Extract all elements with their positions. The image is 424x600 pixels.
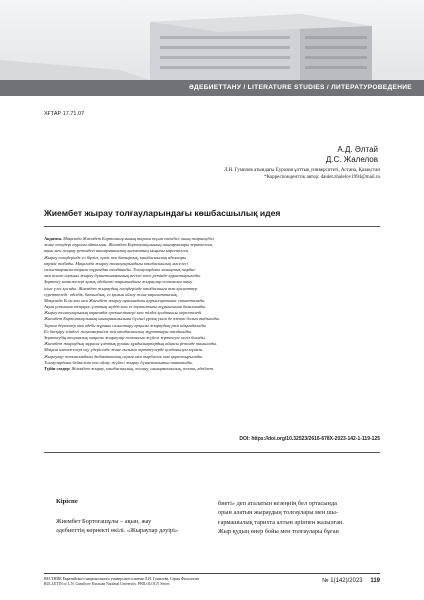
university-building-graphic bbox=[0, 0, 424, 80]
body-line: әдебиеттің көрнекті өкілі. «Жыраулар дәуірі» bbox=[56, 527, 179, 535]
abstract-line: Мақала нәтижелері оқу үдерісінде және ғылыми зерттеулерде қолданылуы мүмкін. bbox=[44, 347, 204, 353]
page-number: 119 bbox=[370, 578, 380, 584]
abstract-line: Толғаулардағы бейнелілік пен ойлау жүйесі жырау дүниетанымын танытады. bbox=[44, 359, 193, 365]
title-divider bbox=[44, 226, 380, 227]
abstract-line: Жырау толғауларының көркемдік ерекшеліктері мен тілдік қолданысы көрсетіледі. bbox=[44, 310, 203, 316]
affiliation-block bbox=[224, 167, 380, 181]
keywords-label: Түйін сөздер: bbox=[44, 365, 71, 371]
abstract-line: Аңдатпа. Мақалада Жиембет Бортоғашұлының тарихи тұлға екендігі, оның өміршеңдігі bbox=[44, 236, 214, 241]
abstract-line: көрініс табады. Мақалада жырау толғауларындағы көшбасшылық мәселесі bbox=[44, 260, 188, 266]
abstract-divider bbox=[44, 452, 380, 453]
abstract-line: суреттеледі: әділдік, батылдық, ел қамын ойлау және парасаттылық. bbox=[44, 291, 178, 297]
body-line: Жыр қудың өнер бойы мен толғаулары бұған bbox=[218, 527, 339, 535]
body-right-column bbox=[218, 499, 382, 536]
abstract-line: ісіне үлес қосады. Жиембет жыраудың өлеңдерінде көшбасшыға тән қасиеттер bbox=[44, 285, 198, 291]
intro-heading: Кіріспе bbox=[56, 498, 78, 505]
keywords-text: Жиембет жырау, көшбасшылық, толғау, шығармашылық, поэзия, әдебиет. bbox=[71, 365, 215, 371]
abstract-line: Жиембет Бортоғашұлының шығармашылығы бүгінгі ұрпақ үшін де өзекті болып табылады. bbox=[44, 316, 220, 322]
body-line: орын алатын жыраудың толғаулары мен шы- bbox=[218, 509, 338, 517]
abstract-line: және өлеңдері туралы айтылған. Жиембет Бортоғашұлының шығармалары зерттелген, bbox=[44, 242, 214, 248]
journal-line: BULLETIN of L.N. Gumilyov Eurasian National University. PHILOLOGY Series bbox=[44, 582, 170, 587]
doi-link[interactable]: DOI: https://doi.org/10.32523/2616-678X-2023-142-1-119-125 bbox=[239, 436, 380, 442]
journal-line: ВЕСТНИК Евразийского национального университета имени Л.Н. Гумилева. Серия Филология bbox=[44, 577, 199, 581]
abstract-line: Тарихи деректер мен әдеби мұраны салыстыру арқылы жыраудың рөлі айқындалады. bbox=[44, 322, 207, 328]
abstract-line: мен өсиет сарыны жырау дүниетанымының негізгі өзегі ретінде қарастырылады. bbox=[44, 273, 201, 279]
body-line: ғармашылық тарихта алтын әріппен жазылған. bbox=[218, 518, 345, 526]
journal-info bbox=[44, 577, 304, 587]
rubric-label: ӘДЕБИЕТТАНУ / LITERATURE STUDIES / ЛИТЕРАТУРОВЕДЕНИЕ bbox=[188, 84, 412, 91]
irstp-code: ХҒТАР 17.71.07 bbox=[44, 111, 85, 117]
rubric-bar bbox=[0, 80, 424, 96]
body-line: биеті» деп аталатын кезеңнің бел ортасында bbox=[218, 500, 337, 507]
author-name: А.Д. Әлтай bbox=[337, 145, 378, 154]
corresponding-author[interactable]: *Корреспонденттік автор: daulet.zhalelov1994@mail.ru bbox=[264, 175, 380, 180]
abstract-line: ақын мен жырау ретіндегі шығармашылық қызметінің маңызы көрсетілген. bbox=[44, 248, 190, 254]
page-footer bbox=[322, 578, 380, 584]
author-list bbox=[326, 145, 378, 164]
abstract-line: Жырау өлеңдерінде ел бірлігі, ерлік пен батырлық, көшбасшылық идеялары bbox=[44, 254, 186, 260]
header-band bbox=[0, 0, 424, 80]
abstract-label: Аңдатпа. bbox=[44, 236, 62, 241]
body-line: Жиембет Бортоғашұлы – ақын, жау bbox=[56, 518, 152, 525]
footer-divider bbox=[44, 573, 380, 574]
keywords-line bbox=[44, 366, 380, 372]
body-left-column bbox=[56, 517, 201, 536]
abstract-line: Мақалада Есім хан мен Жиембет жырау арасындағы қарым-қатынас сипатталады. bbox=[44, 297, 206, 303]
abstract-line: Жиембет жыраудың мұрасы ұлттық рухани құндылықтардың айнасы ретінде танылады. bbox=[44, 341, 217, 347]
affiliation-text: Л.Н. Гумилев атындағы Еуразия ұлттық университеті, Астана, Қазақстан bbox=[223, 168, 380, 173]
abstract-line: Зерттеудің теориялық маңызы жыраулар поэзиясын жүйелі зерттеуге негіз болады. bbox=[44, 335, 206, 340]
abstract-line: Жыраулар поэзиясындағы дидактикалық сарын мен тәрбиелік мән қарастырылады. bbox=[44, 353, 204, 359]
abstract-line: салыстырмалы-тарихи тұрғыдан талданады. Толғаулардағы халықтық тәрбие bbox=[44, 266, 196, 272]
author-name: Д.С. Жалелов bbox=[325, 154, 378, 164]
abstract-line: Ел басқару ісіндегі жауапкершілік пен көшбасшылық мұраттары талданады. bbox=[44, 328, 193, 334]
abstract-line: Ақын ұстанған көзқарас ұлттық мүдде мен ел тұтастығы тұрғысынан бағаланады. bbox=[44, 304, 207, 310]
abstract bbox=[44, 236, 380, 372]
article-title: Жиембет жырау толғауларындағы көшбасшылық идея bbox=[44, 208, 281, 218]
issue-number: № 1(142)/2023 bbox=[322, 578, 363, 584]
abstract-line: Зерттеу нәтижелері қазақ әдебиеті тарихындағы жыраулар поэзиясын тану bbox=[44, 279, 193, 285]
